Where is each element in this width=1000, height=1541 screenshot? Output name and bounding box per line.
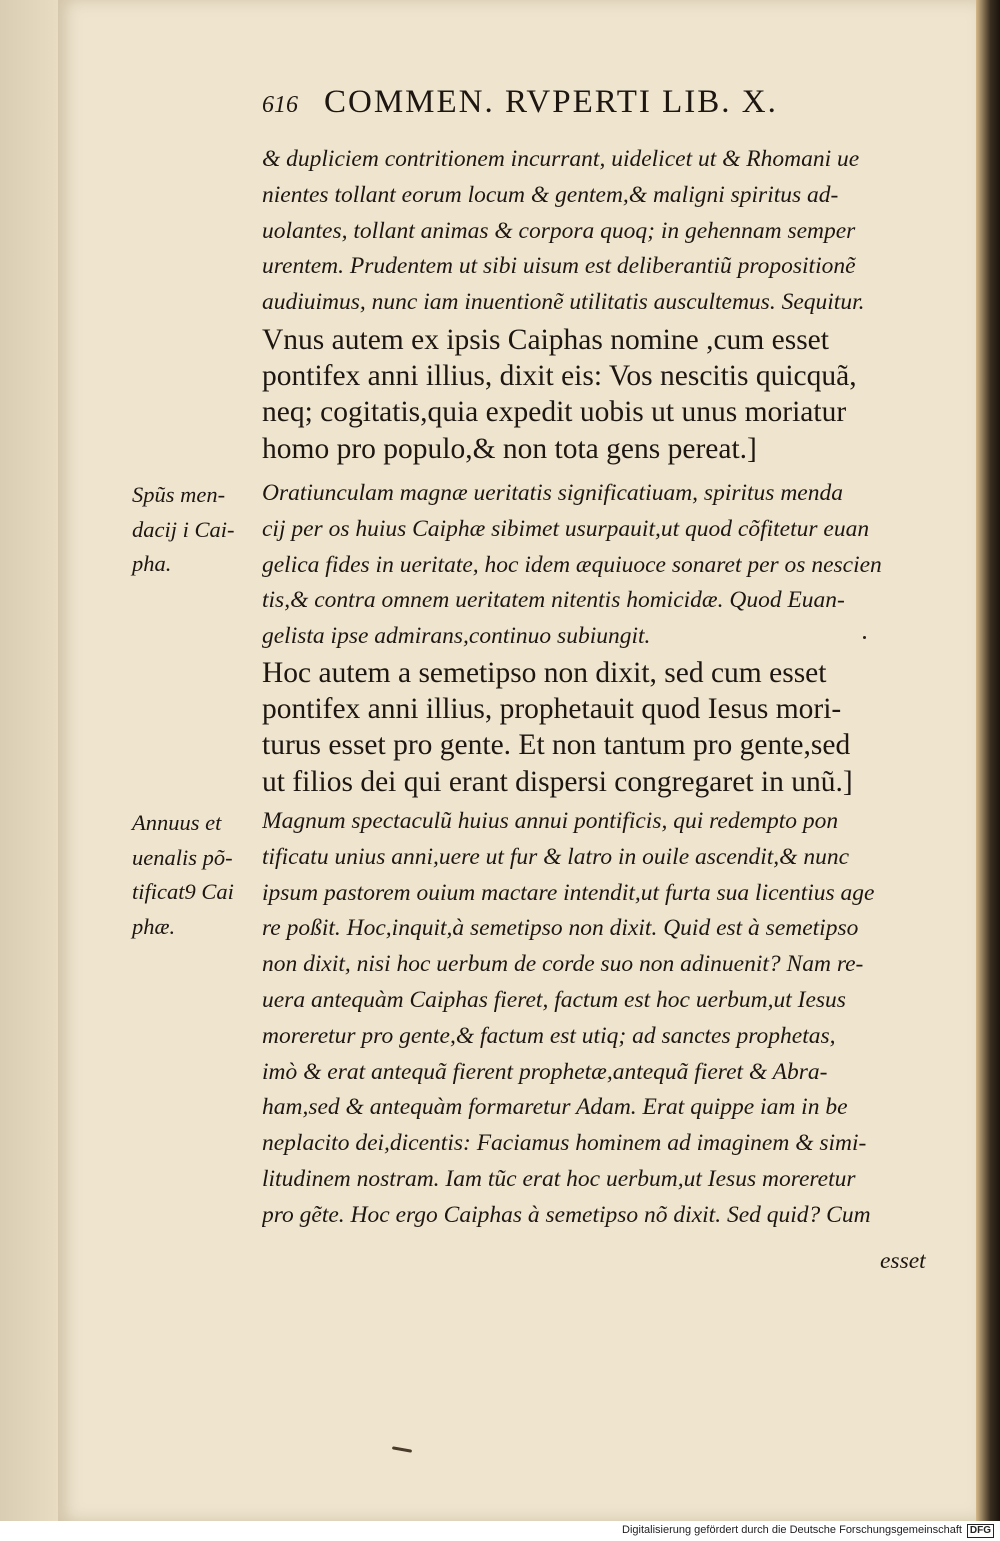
text-line: turus esset pro gente. Et non tantum pro gente,sed [262, 729, 851, 762]
marginal-note-2 [132, 806, 258, 944]
text-line: re poßit. Hoc,inquit,à semetipso non dixit. Quid est à semetipso [262, 915, 859, 942]
margin-line: pha. [132, 551, 172, 576]
text-line: ipsum pastorem ouium mactare intendit,ut furta sua licentius age [262, 879, 875, 906]
text-line: imò & erat antequã fierent prophetæ,antequã fieret & Abra- [262, 1058, 828, 1085]
catchword: esset [880, 1248, 926, 1274]
margin-line: dacij i Cai- [132, 516, 235, 542]
ink-speck [863, 636, 866, 639]
funding-notice: Digitalisierung gefördert durch die Deutsche Forschungsgemeinschaft [622, 1524, 962, 1536]
text-line: uera antequàm Caiphas fieret, factum est hoc uerbum,ut Iesus [262, 986, 846, 1013]
text-line: urentem. Prudentem ut sibi uisum est deliberantiũ propositionẽ [262, 253, 856, 280]
margin-line: Spũs men- [132, 482, 226, 507]
text-line: neq; cogitatis,quia expedit uobis ut unus moriatur [262, 396, 847, 429]
text-line: moreretur pro gente,& factum est utiq; ad sanctes prophetas, [262, 1022, 836, 1049]
text-line: gelica fides in ueritate, hoc idem æquiuoce sonaret per os nescien [262, 551, 882, 578]
commentary-block-3 [262, 804, 952, 1234]
text-line: & dupliciem contritionem incurrant, uidelicet ut & Rhomani ue [262, 146, 860, 172]
text-line: nientes tollant eorum locum & gentem,& maligni spiritus ad- [262, 181, 839, 208]
text-line: audiuimus, nunc iam inuentionẽ utilitatis auscultemus. Sequitur. [262, 289, 865, 316]
text-line: neplacito dei,dicentis: Faciamus hominem ad imaginem & simi- [262, 1130, 867, 1157]
margin-line: Annuus et [132, 810, 222, 835]
text-line: Oratiunculam magnæ ueritatis significatiuam, spiritus menda [262, 480, 843, 506]
text-line: pro gẽte. Hoc ergo Caiphas à semetipso nõ dixit. Sed quid? Cum [262, 1201, 871, 1228]
commentary-block-2 [262, 476, 952, 655]
text-line: pontifex anni illius, dixit eis: Vos nescitis quicquã, [262, 360, 857, 393]
running-header [262, 84, 922, 121]
margin-line: phæ. [132, 913, 176, 939]
text-line: non dixit, nisi hoc uerbum de corde suo non adinuenit? Nam re- [262, 951, 864, 978]
text-line: ut filios dei qui erant dispersi congregaret in unũ.] [262, 765, 853, 798]
text-line: cij per os huius Caiphæ sibimet usurpauit,ut quod cõfitetur euan [262, 515, 870, 542]
page-left-edge [0, 0, 58, 1521]
text-line: ham,sed & antequàm formaretur Adam. Erat quippe iam in be [262, 1094, 848, 1121]
text-line: gelista ipse admirans,continuo subiungit. [262, 623, 651, 650]
text-line: homo pro populo,& non tota gens pereat.] [262, 432, 757, 465]
dfg-logo: DFG [967, 1524, 994, 1538]
marginal-note-1 [132, 478, 258, 582]
text-line: Vnus autem ex ipsis Caiphas nomine ,cum esset [262, 324, 829, 356]
book-binding-edge [976, 0, 1000, 1521]
margin-line: tificat9 Cai [132, 879, 234, 904]
commentary-block-1 [262, 142, 952, 321]
scripture-block-2 [262, 655, 952, 800]
text-line: Magnum spectaculũ huius annui pontificis, qui redempto pon [262, 808, 839, 834]
running-title: COMMEN. RVPERTI LIB. X. [324, 84, 778, 120]
text-line: Hoc autem a semetipso non dixit, sed cum esset [262, 657, 827, 689]
text-line: tis,& contra omnem ueritatem nitentis homicidæ. Quod Euan- [262, 587, 845, 614]
margin-line: uenalis põ- [132, 844, 233, 870]
text-line: tificatu unius anni,uere ut fur & latro in ouile ascendit,& nunc [262, 843, 850, 870]
text-line: litudinem nostram. Iam tũc erat hoc uerbum,ut Iesus moreretur [262, 1165, 856, 1192]
digitization-footer [0, 1521, 1000, 1541]
text-line: uolantes, tollant animas & corpora quoq; in gehennam semper [262, 217, 856, 244]
scripture-block-1 [262, 322, 952, 467]
page-number: 616 [262, 92, 298, 118]
text-line: pontifex anni illius, prophetauit quod Iesus mori- [262, 693, 842, 726]
